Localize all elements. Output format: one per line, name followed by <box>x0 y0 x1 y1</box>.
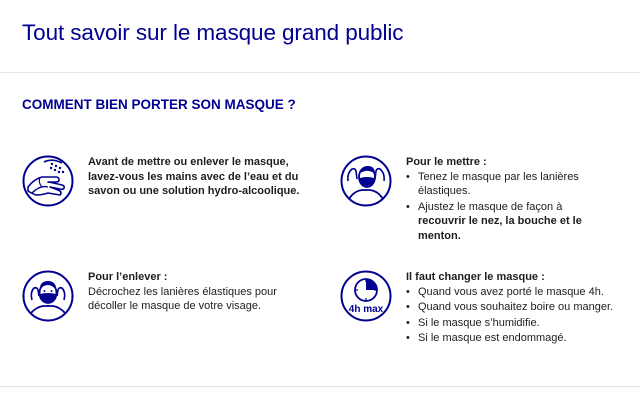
hand-washing-icon <box>22 155 74 207</box>
change-mask-list <box>406 285 626 346</box>
change-mask-reason-2: Quand vous souhaitez boire ou manger. <box>418 301 614 314</box>
wash-hands-text <box>88 155 306 199</box>
page-title: Tout savoir sur le masque grand public <box>22 20 404 45</box>
clock-icon <box>340 270 392 322</box>
list-item <box>406 200 606 244</box>
change-mask-lead: Il faut changer le masque : <box>406 271 545 283</box>
put-on-mask-step-2-prefix: Ajustez le masque de façon à <box>418 200 563 213</box>
put-on-mask-step-2-bold: recouvrir le nez, la bouche et le menton. <box>418 215 582 242</box>
put-on-mask-lead: Pour le mettre : <box>406 156 487 168</box>
remove-mask-text <box>88 270 306 314</box>
remove-mask-instruction: Décrochez les lanières élastiques pour décoller le masque de votre visage. <box>88 285 277 313</box>
put-on-mask-step-1: Tenez le masque par les lanières élastiques. <box>418 170 579 198</box>
wash-hands-instruction: Avant de mettre ou enlever le masque, lavez-vous les mains avec de l’eau et du savon ou une solution hydro-alcoolique. <box>88 156 300 198</box>
clock-icon-label: 4h max <box>348 304 384 315</box>
section-title: COMMENT BIEN PORTER SON MASQUE ? <box>22 97 296 112</box>
remove-mask-icon <box>22 270 74 322</box>
list-item <box>406 285 626 300</box>
footer-divider <box>0 386 640 387</box>
put-on-mask-list <box>406 170 606 244</box>
change-mask-reason-4: Si le masque est endommagé. <box>418 332 567 345</box>
put-on-mask-icon <box>340 155 392 207</box>
list-item <box>406 316 626 331</box>
change-mask-reason-3: Si le masque s’humidifie. <box>418 316 540 329</box>
change-mask-text <box>406 270 626 347</box>
list-item <box>406 300 626 315</box>
remove-mask-lead: Pour l’enlever : <box>88 271 168 283</box>
put-on-mask-text <box>406 155 606 245</box>
list-item <box>406 170 606 199</box>
change-mask-reason-1: Quand vous avez porté le masque 4h. <box>418 285 604 298</box>
list-item <box>406 331 626 346</box>
header-divider <box>0 72 640 73</box>
